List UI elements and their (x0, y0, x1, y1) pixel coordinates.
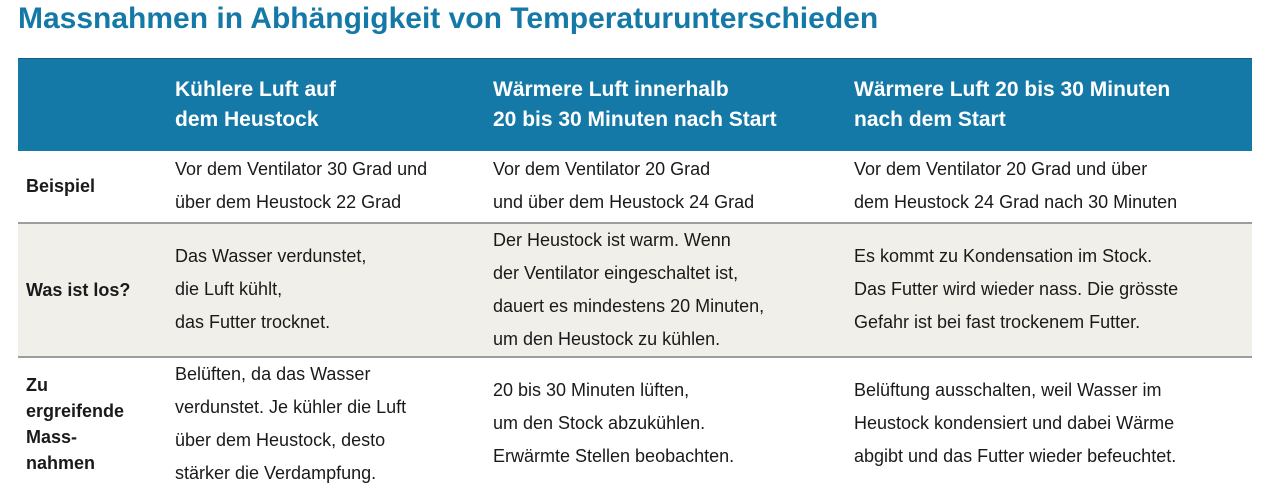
row-label-line: Beispiel (26, 176, 96, 196)
cell-line: der Ventilator eingeschaltet ist, (493, 262, 739, 283)
cell-line: und über dem Heustock 24 Grad (493, 192, 755, 212)
cell-line: Vor dem Ventilator 20 Grad (493, 159, 711, 179)
cell-line: Es kommt zu Kondensation im Stock. (854, 246, 1153, 266)
header-line: 20 bis 30 Minuten nach Start (493, 107, 777, 131)
cell-line: Erwärmte Stellen beobachten. (493, 446, 735, 466)
table-cell (161, 357, 479, 490)
table-cell (840, 151, 1252, 223)
cell-line: Das Wasser verdunstet, (175, 246, 367, 266)
table-row-massnahmen (18, 357, 1252, 490)
cell-line: Belüften, da das Wasser (175, 363, 371, 384)
cell-line: Belüftung ausschalten, weil Wasser im (854, 380, 1162, 400)
table-cell (479, 357, 840, 490)
cell-line: 20 bis 30 Minuten lüften, (493, 380, 690, 400)
table-cell (479, 151, 840, 223)
row-label-line: Zu (26, 374, 48, 395)
row-label-line: Was ist los? (26, 279, 131, 300)
row-label-line: Mass- (26, 426, 78, 447)
header-line: Wärmere Luft 20 bis 30 Minuten (854, 77, 1171, 101)
header-warmer-air-after (840, 59, 1252, 151)
header-cooler-air (161, 59, 479, 151)
row-label (18, 223, 161, 357)
table-cell (161, 151, 479, 223)
cell-line: über dem Heustock, desto (175, 429, 386, 450)
row-label-line: nahmen (26, 452, 96, 473)
row-label (18, 151, 161, 223)
header-line: Wärmere Luft innerhalb (493, 77, 729, 101)
header-warmer-air-within (479, 59, 840, 151)
table-row-was-ist-los (18, 223, 1252, 357)
table-cell (161, 223, 479, 357)
header-line: Kühlere Luft auf (175, 77, 336, 101)
cell-line: Vor dem Ventilator 30 Grad und (175, 159, 428, 179)
cell-line: das Futter trocknet. (175, 312, 331, 332)
cell-line: stärker die Verdampfung. (175, 462, 377, 483)
table-cell (840, 223, 1252, 357)
cell-line: Das Futter wird wieder nass. Die grösste (854, 279, 1179, 299)
cell-line: die Luft kühlt, (175, 279, 283, 299)
cell-line: über dem Heustock 22 Grad (175, 192, 402, 212)
measures-table (18, 58, 1252, 490)
table-cell (479, 223, 840, 357)
row-label-line: ergreifende (26, 400, 125, 421)
cell-line: um den Stock abzukühlen. (493, 413, 706, 433)
cell-line: Gefahr ist bei fast trockenem Futter. (854, 312, 1141, 332)
page-title: Massnahmen in Abhängigkeit von Temperaturunterschieden (18, 2, 879, 35)
cell-line: verdunstet. Je kühler die Luft (175, 396, 407, 417)
cell-line: abgibt und das Futter wieder befeuchtet. (854, 446, 1177, 466)
cell-line: um den Heustock zu kühlen. (493, 328, 721, 349)
table-row-beispiel (18, 151, 1252, 223)
header-line: dem Heustock (175, 107, 319, 131)
header-empty-cell (18, 59, 161, 151)
cell-line: dem Heustock 24 Grad nach 30 Minuten (854, 192, 1178, 212)
header-line: nach dem Start (854, 107, 1006, 131)
cell-line: Heustock kondensiert und dabei Wärme (854, 413, 1175, 433)
cell-line: Der Heustock ist warm. Wenn (493, 229, 731, 250)
table-header-row (18, 59, 1252, 151)
cell-line: dauert es mindestens 20 Minuten, (493, 295, 765, 316)
table-cell (840, 357, 1252, 490)
row-label (18, 357, 161, 490)
cell-line: Vor dem Ventilator 20 Grad und über (854, 159, 1148, 179)
